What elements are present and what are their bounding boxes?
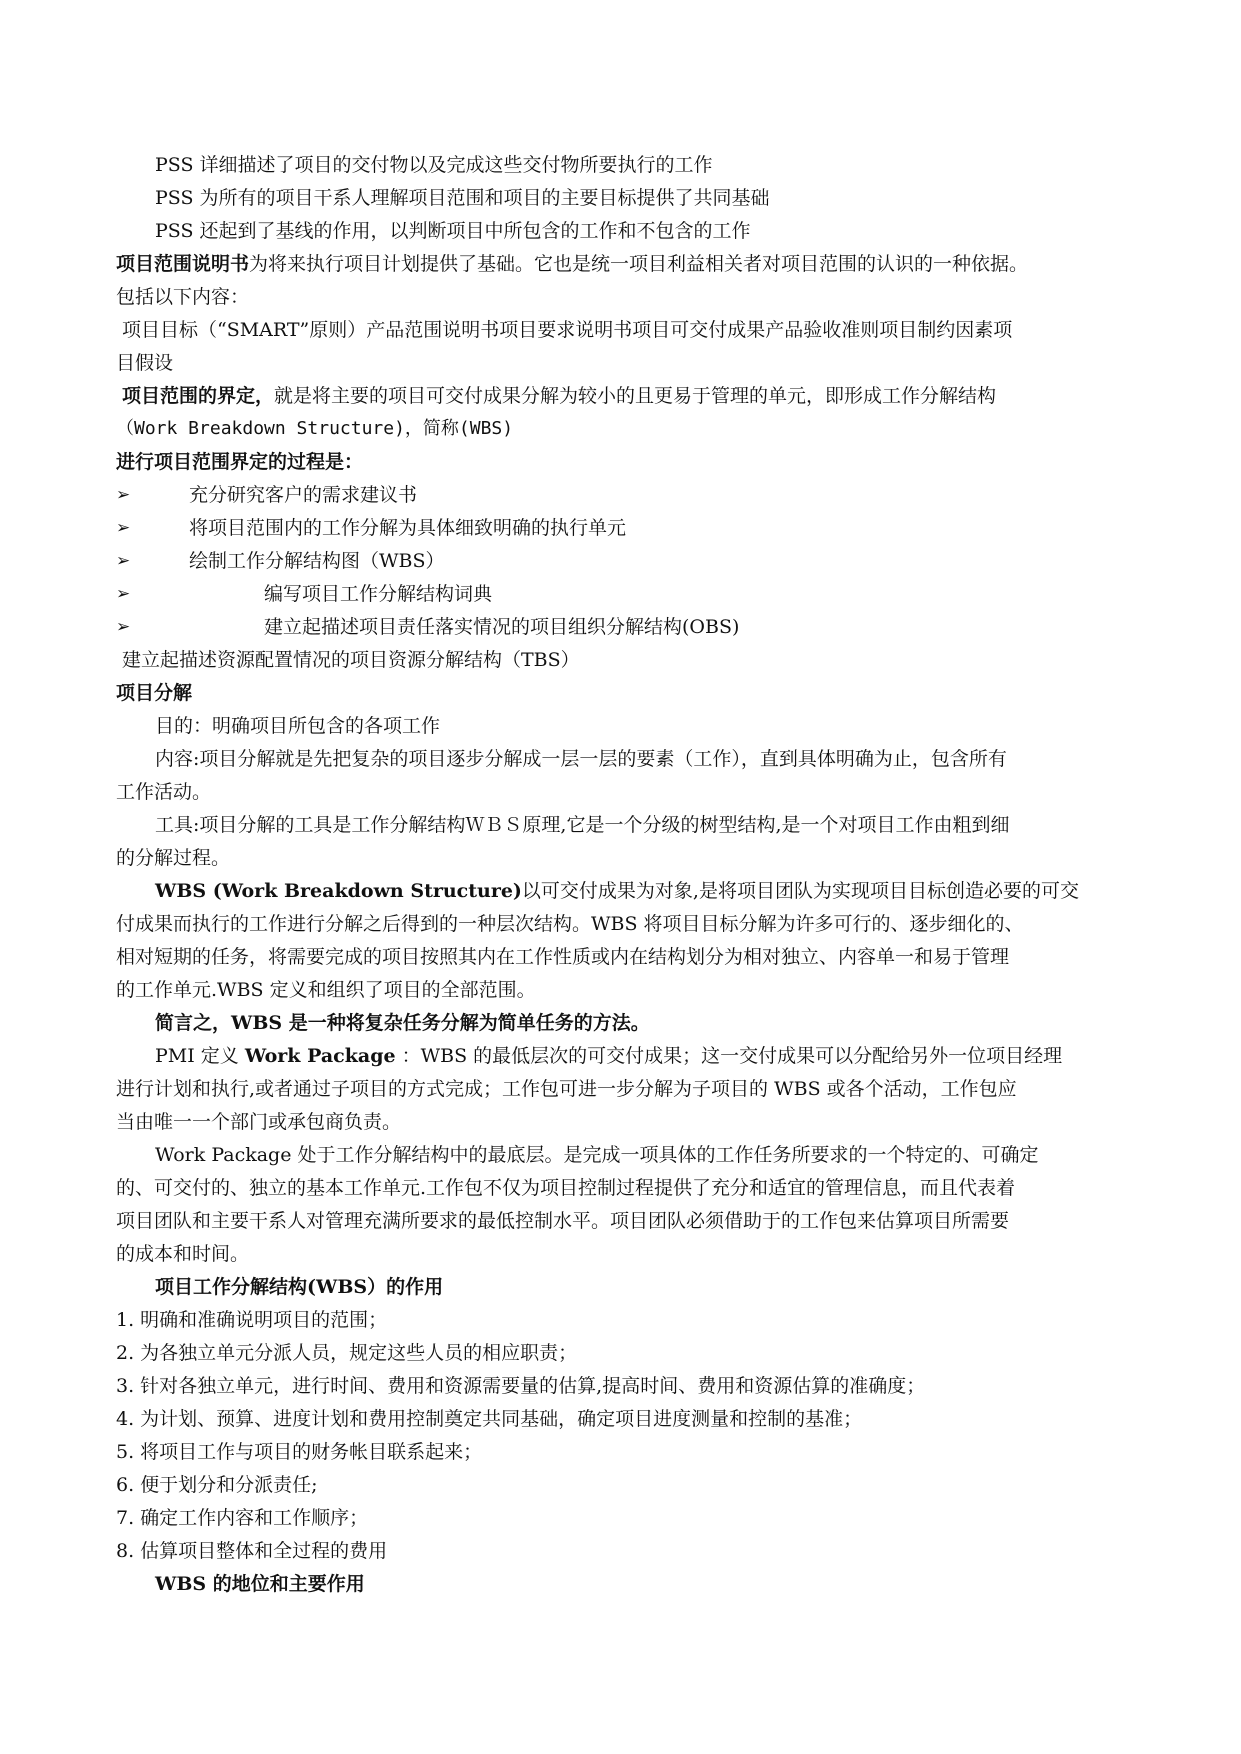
scope-statement-line-2: 包括以下内容： xyxy=(116,286,250,308)
roles-item-7: 7. 确定工作内容和工作顺序； xyxy=(116,1507,369,1529)
process-heading: 进行项目范围界定的过程是： xyxy=(116,451,364,473)
roles-item-8: 8. 估算项目整体和全过程的费用 xyxy=(116,1540,388,1562)
decomposition-tool-1: 工具:项目分解的工具是工作分解结构ＷＢＳ原理,它是一个分级的树型结构,是一个对项目工作由粗到细 xyxy=(155,814,1010,836)
contents-line-2: 目假设 xyxy=(116,352,174,374)
pss-line-1: PSS 详细描述了项目的交付物以及完成这些交付物所要执行的工作 xyxy=(155,154,713,176)
wbs-term: WBS (Work Breakdown Structure) xyxy=(155,880,522,902)
work-package-term: Work Package xyxy=(244,1045,396,1067)
wbs-para-line-3: 相对短期的任务，将需要完成的项目按照其内在工作性质或内在结构划分为相对独立、内容单一和易于管理 xyxy=(116,946,1010,968)
wbs-para-line-4: 的工作单元.WBS 定义和组织了项目的全部范围。 xyxy=(116,979,536,1001)
scope-statement-text: 为将来执行项目计划提供了基础。它也是统一项目利益相关者对项目范围的认识的一种依据。 xyxy=(249,253,1029,275)
definition-term: 项目范围的界定， xyxy=(122,385,275,407)
pmi-prefix: PMI 定义 xyxy=(155,1045,245,1067)
process-item-4: 编写项目工作分解结构词典 xyxy=(264,583,493,605)
roles-item-3: 3. 针对各独立单元，进行时间、费用和资源需要量的估算,提高时间、费用和资源估算的准确度； xyxy=(116,1375,926,1397)
decomposition-content-1: 内容:项目分解就是先把复杂的项目逐步分解成一层一层的要素（工作），直到具体明确为止，包含所有 xyxy=(155,748,1007,770)
roles-heading: 项目工作分解结构(WBS）的作用 xyxy=(155,1276,444,1298)
process-item-2: 将项目范围内的工作分解为具体细致明确的执行单元 xyxy=(189,517,627,539)
scope-statement-term: 项目范围说明书 xyxy=(116,253,250,275)
scope-statement-line xyxy=(116,251,1028,277)
process-item-3: 绘制工作分解结构图（WBS） xyxy=(189,550,445,572)
bullet-icon: ➢ xyxy=(116,584,131,604)
pmi-text: ：WBS 的最低层次的可交付成果；这一交付成果可以分配给另外一位项目经理 xyxy=(395,1045,1063,1067)
roles-item-2: 2. 为各独立单元分派人员，规定这些人员的相应职责； xyxy=(116,1342,578,1364)
bullet-icon: ➢ xyxy=(116,617,131,637)
decomposition-content-2: 工作活动。 xyxy=(116,781,212,803)
summary-line: 简言之，WBS 是一种将复杂任务分解为简单任务的方法。 xyxy=(155,1012,650,1034)
final-heading: WBS 的地位和主要作用 xyxy=(155,1573,365,1595)
wbs-para-line-1 xyxy=(155,878,1079,904)
bullet-icon: ➢ xyxy=(116,518,131,538)
work-package-line-2: 的、可交付的、独立的基本工作单元.工作包不仅为项目控制过程提供了充分和适宜的管理信息，而且代表着 xyxy=(116,1177,1016,1199)
process-trailing: 建立起描述资源配置情况的项目资源分解结构（TBS） xyxy=(122,649,580,671)
roles-item-5: 5. 将项目工作与项目的财务帐目联系起来； xyxy=(116,1441,483,1463)
decomposition-goal: 目的：明确项目所包含的各项工作 xyxy=(155,715,441,737)
roles-item-6: 6. 便于划分和分派责任; xyxy=(116,1474,318,1496)
work-package-line-4: 的成本和时间。 xyxy=(116,1243,250,1265)
definition-line xyxy=(122,383,996,409)
decomposition-heading: 项目分解 xyxy=(116,682,193,704)
pmi-line-1 xyxy=(155,1043,1062,1069)
pmi-line-3: 当由唯一一个部门或承包商负责。 xyxy=(116,1111,402,1133)
wbs-para-text: 以可交付成果为对象,是将项目团队为实现项目目标创造必要的可交 xyxy=(521,880,1079,902)
bullet-icon: ➢ xyxy=(116,485,131,505)
contents-line-1: 项目目标（“SMART”原则）产品范围说明书项目要求说明书项目可交付成果产品验收准则项目制约因素项 xyxy=(122,319,1013,341)
work-package-line-1: Work Package 处于工作分解结构中的最底层。是完成一项具体的工作任务所要求的一个特定的、可确定 xyxy=(155,1144,1039,1166)
work-package-line-3: 项目团队和主要干系人对管理充满所要求的最低控制水平。项目团队必须借助于的工作包来估算项目所需要 xyxy=(116,1210,1010,1232)
definition-line-2: （Work Breakdown Structure)，简称(WBS) xyxy=(116,418,514,439)
process-item-1: 充分研究客户的需求建议书 xyxy=(189,484,418,506)
roles-item-4: 4. 为计划、预算、进度计划和费用控制奠定共同基础，确定项目进度测量和控制的基准； xyxy=(116,1408,863,1430)
roles-item-1: 1. 明确和准确说明项目的范围； xyxy=(116,1309,388,1331)
process-item-5: 建立起描述项目责任落实情况的项目组织分解结构(OBS) xyxy=(264,616,740,638)
wbs-para-line-2: 付成果而执行的工作进行分解之后得到的一种层次结构。WBS 将项目目标分解为许多可行的、逐步细化的、 xyxy=(116,913,1024,935)
decomposition-tool-2: 的分解过程。 xyxy=(116,847,231,869)
pss-line-3: PSS 还起到了基线的作用，以判断项目中所包含的工作和不包含的工作 xyxy=(155,220,751,242)
pss-line-2: PSS 为所有的项目干系人理解项目范围和项目的主要目标提供了共同基础 xyxy=(155,187,770,209)
definition-text: 就是将主要的项目可交付成果分解为较小的且更易于管理的单元，即形成工作分解结构 xyxy=(274,385,997,407)
pmi-line-2: 进行计划和执行,或者通过子项目的方式完成；工作包可进一步分解为子项目的 WBS 或各个活动，工作包应 xyxy=(116,1078,1017,1100)
bullet-icon: ➢ xyxy=(116,551,131,571)
